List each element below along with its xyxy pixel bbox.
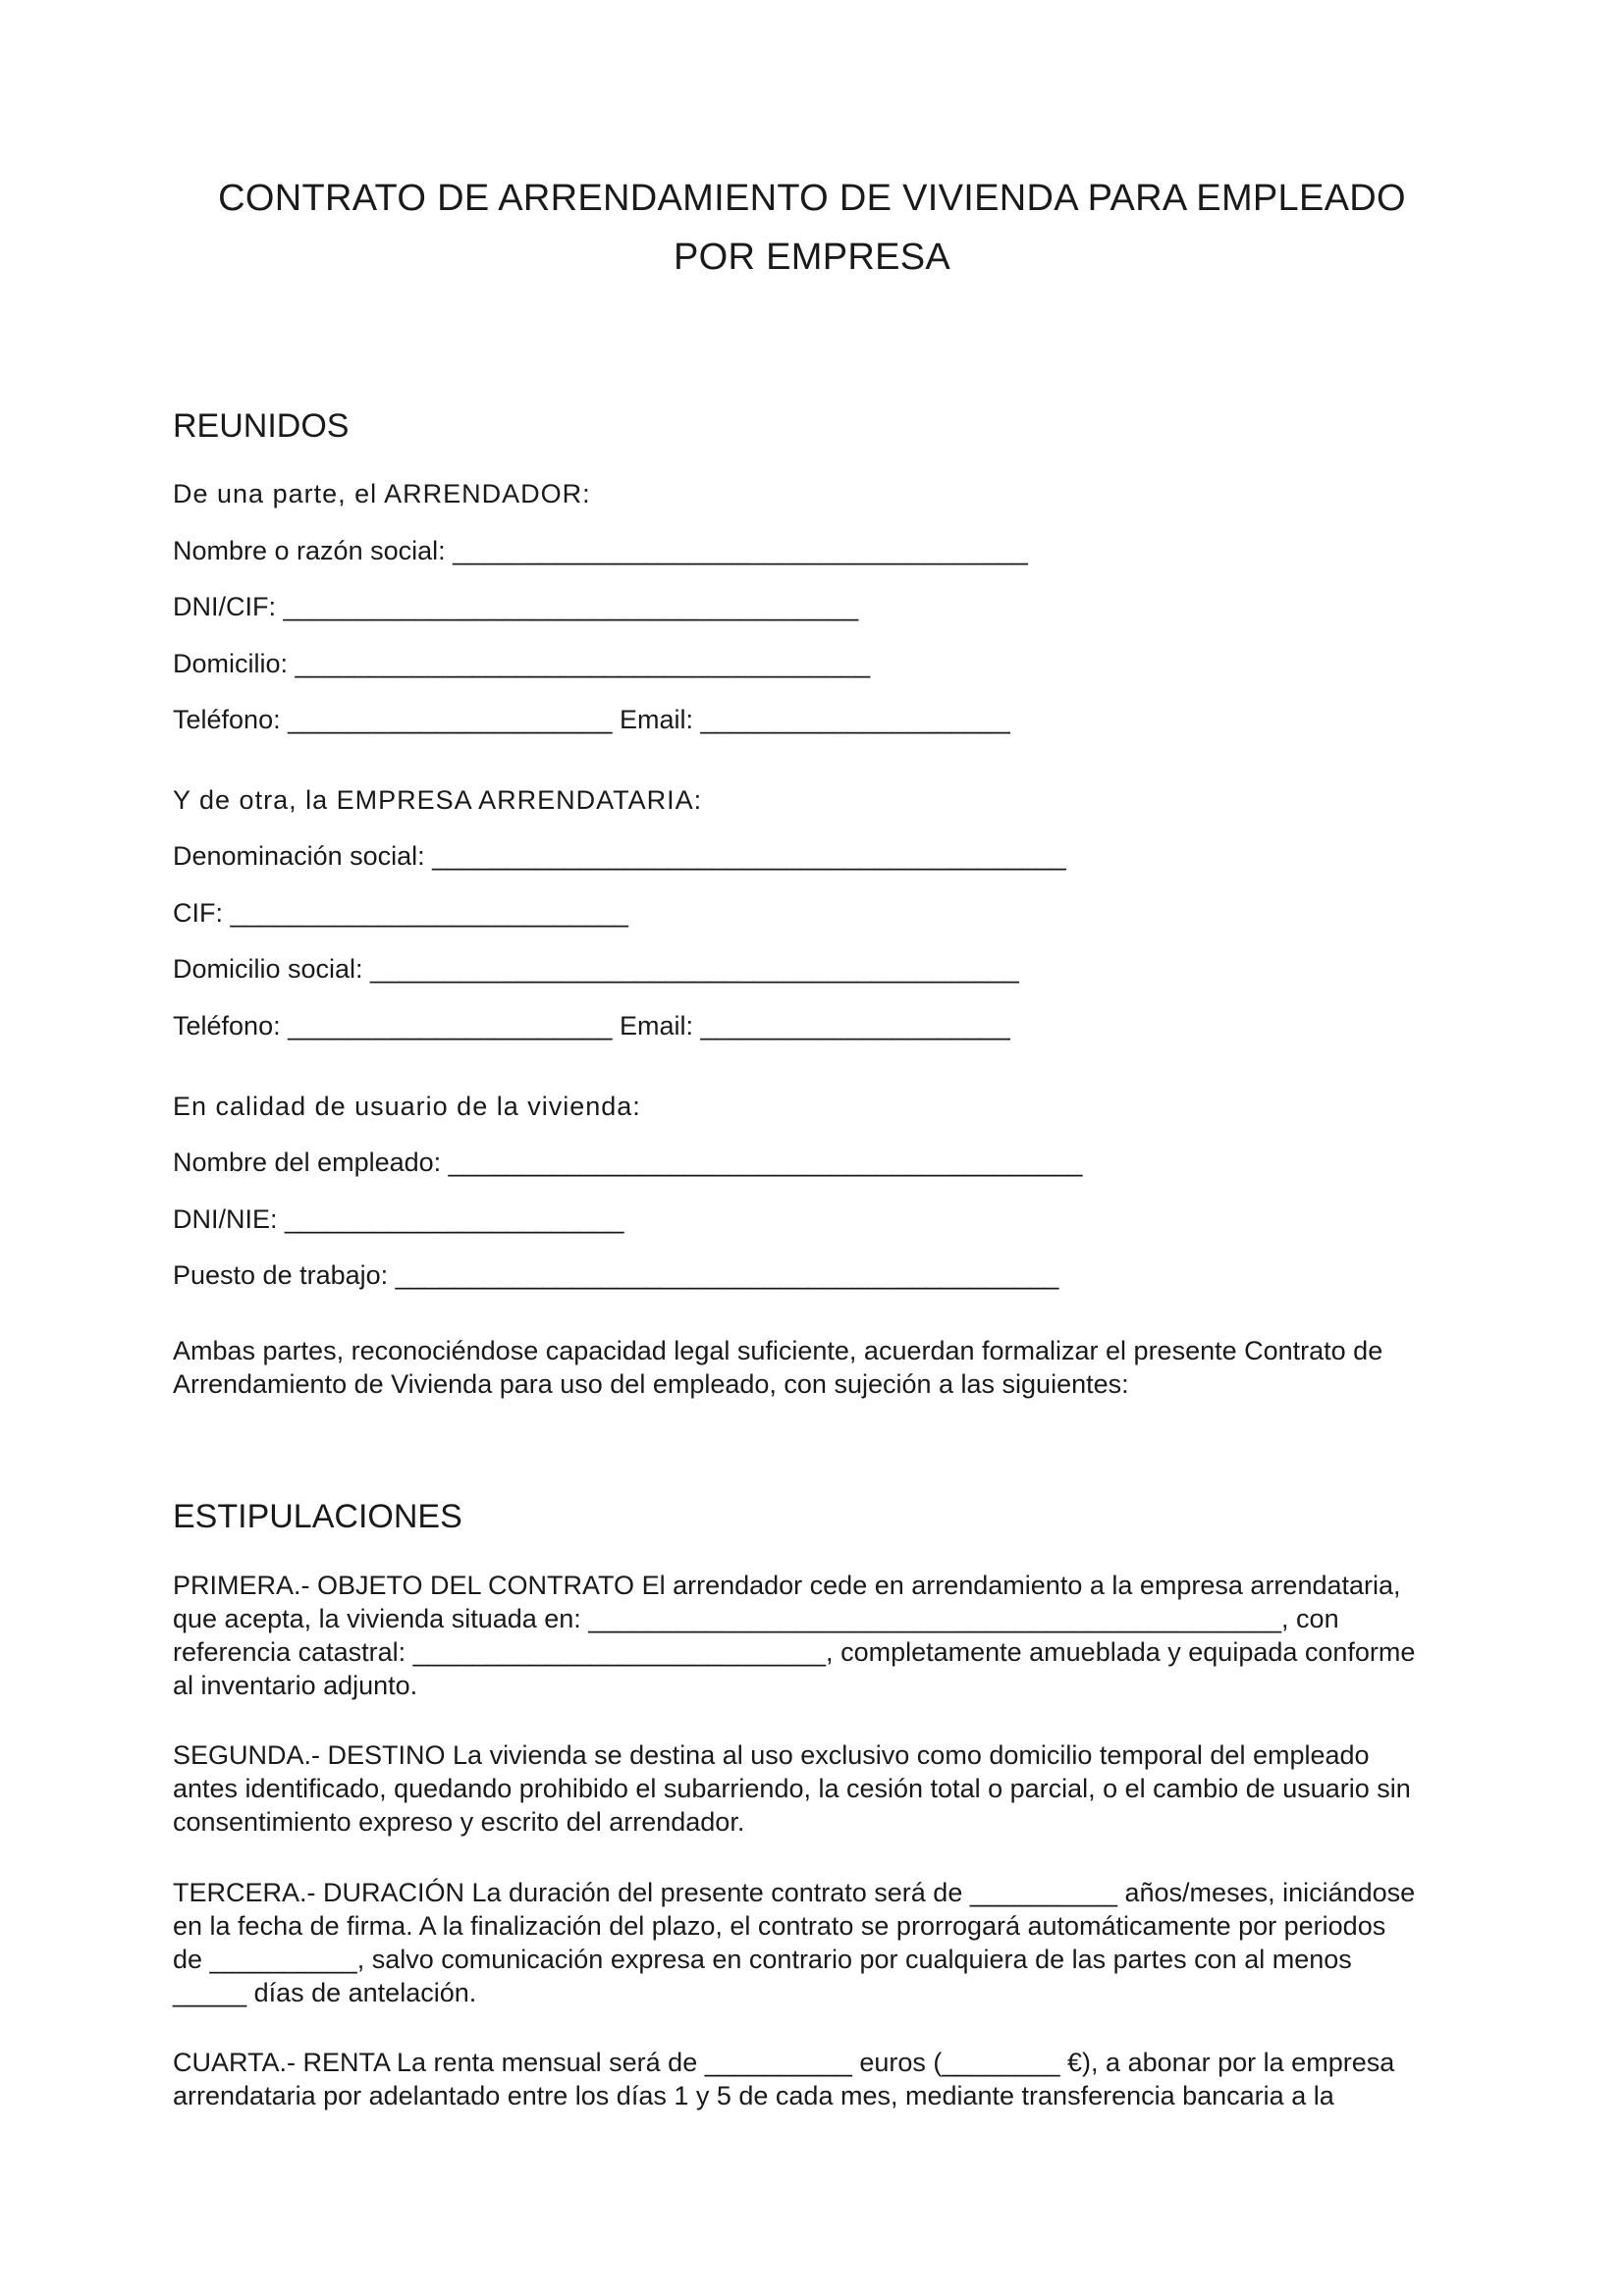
arrendador-domicilio-field: Domicilio: _______________________________________ xyxy=(173,649,871,678)
paragraph-line: al inventario adjunto. xyxy=(173,1671,418,1700)
arrendador-contacto-field: Teléfono: ______________________ Email: _____________________ xyxy=(173,705,1010,734)
usuario-dni-field: DNI/NIE: _______________________ xyxy=(173,1204,624,1234)
paragraph-line: consentimiento expreso y escrito del arrendador. xyxy=(173,1807,745,1837)
usuario-puesto-field: Puesto de trabajo: _____________________________________________ xyxy=(173,1260,1059,1290)
clause-primera xyxy=(173,1569,1469,1702)
document-title xyxy=(147,169,1477,287)
paragraph-line: en la fecha de firma. A la finalización del plazo, el contrato se prorrogará automáticamente por periodos xyxy=(173,1911,1386,1941)
estipulaciones-heading: ESTIPULACIONES xyxy=(173,1498,462,1535)
paragraph-line: que acepta, la vivienda situada en: _______________________________________________, con xyxy=(173,1604,1339,1633)
title-line-1: CONTRATO DE ARRENDAMIENTO DE VIVIENDA PARA EMPLEADO xyxy=(218,178,1406,219)
paragraph-line: Arrendamiento de Vivienda para uso del empleado, con sujeción a las siguientes: xyxy=(173,1369,1129,1399)
arrendador-dni-field: DNI/CIF: _______________________________________ xyxy=(173,592,859,621)
paragraph-line: PRIMERA.- OBJETO DEL CONTRATO El arrendador cede en arrendamiento a la empresa arrendataria, xyxy=(173,1571,1401,1600)
title-line-2: POR EMPRESA xyxy=(673,237,951,278)
reunidos-heading: REUNIDOS xyxy=(173,407,350,445)
paragraph-line: Ambas partes, reconociéndose capacidad legal suficiente, acuerdan formalizar el presente Contrato de xyxy=(173,1336,1383,1365)
empresa-domicilio-field: Domicilio social: ____________________________________________ xyxy=(173,954,1019,984)
paragraph-line: _____ días de antelación. xyxy=(173,1978,477,2007)
paragraph-line: TERCERA.- DURACIÓN La duración del presente contrato será de __________ años/meses, iniciándose xyxy=(173,1878,1416,1907)
empresa-contacto-field: Teléfono: ______________________ Email: _____________________ xyxy=(173,1011,1010,1041)
empresa-denominacion-field: Denominación social: ___________________________________________ xyxy=(173,841,1066,871)
paragraph-line: antes identificado, quedando prohibido el subarriendo, la cesión total o parcial, o el cambio de usuario sin xyxy=(173,1774,1411,1803)
paragraph-line: de __________, salvo comunicación expresa en contrario por cualquiera de las partes con al menos xyxy=(173,1945,1352,1974)
paragraph-line: SEGUNDA.- DESTINO La vivienda se destina al uso exclusivo como domicilio temporal del empleado xyxy=(173,1740,1370,1770)
empresa-intro: Y de otra, la EMPRESA ARRENDATARIA: xyxy=(173,785,703,815)
clause-tercera xyxy=(173,1876,1469,2009)
usuario-nombre-field: Nombre del empleado: ___________________________________________ xyxy=(173,1148,1083,1177)
usuario-intro: En calidad de usuario de la vivienda: xyxy=(173,1092,641,1121)
clause-segunda xyxy=(173,1738,1469,1839)
paragraph-line: referencia catastral: ____________________________, completamente amueblada y equipada conforme xyxy=(173,1637,1416,1667)
arrendador-intro: De una parte, el ARRENDADOR: xyxy=(173,479,591,508)
arrendador-nombre-field: Nombre o razón social: _______________________________________ xyxy=(173,536,1028,565)
ambas-partes-paragraph xyxy=(173,1334,1469,1401)
paragraph-line: arrendataria por adelantado entre los días 1 y 5 de cada mes, mediante transferencia bancaria a la xyxy=(173,2081,1334,2110)
clause-cuarta xyxy=(173,2046,1469,2112)
paragraph-line: CUARTA.- RENTA La renta mensual será de __________ euros (________ €), a abonar por la empresa xyxy=(173,2048,1395,2077)
empresa-cif-field: CIF: ___________________________ xyxy=(173,898,628,928)
